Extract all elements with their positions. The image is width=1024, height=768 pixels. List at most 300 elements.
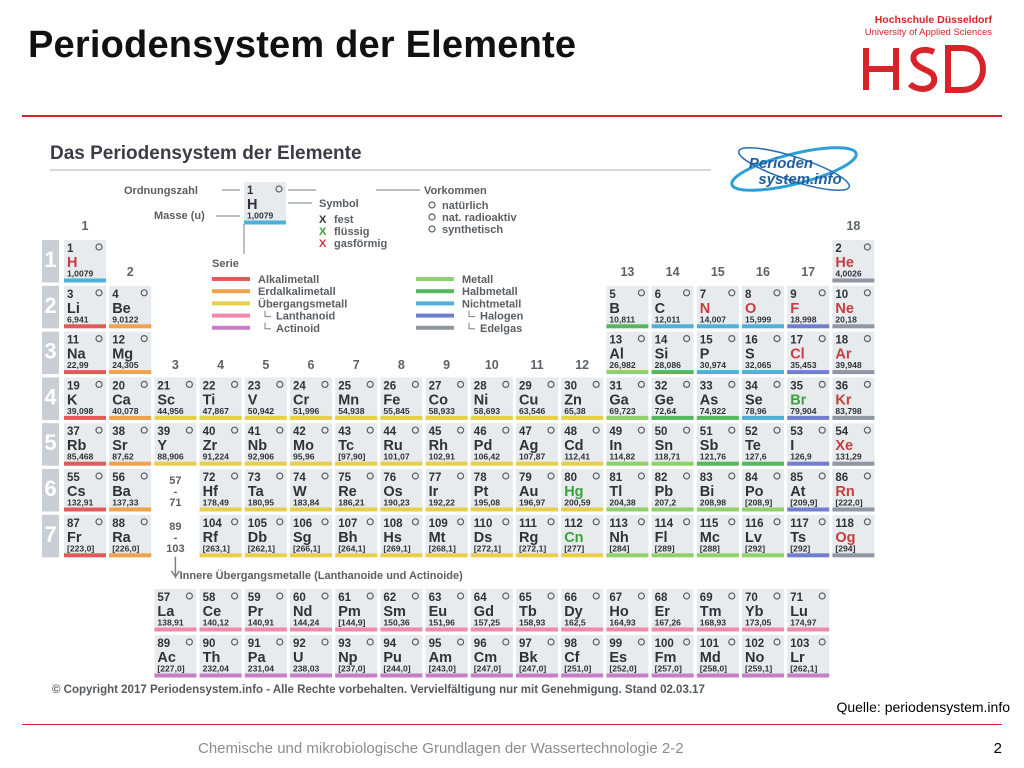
element-cell-Ra[interactable]	[109, 515, 151, 558]
element-cell-Ca[interactable]	[109, 377, 151, 420]
series-bar	[697, 674, 739, 678]
element-cell-Nh[interactable]	[606, 515, 648, 558]
series-bar	[471, 628, 513, 632]
element-cell-Br[interactable]	[787, 377, 829, 420]
series-label: Alkalimetall	[258, 274, 320, 286]
element-cell-Ir[interactable]	[426, 469, 468, 512]
element-cell-Np[interactable]	[335, 635, 377, 678]
element-cell-Li[interactable]	[64, 286, 106, 329]
element-cell-U[interactable]	[290, 635, 332, 678]
element-cell-Gd[interactable]	[471, 589, 513, 632]
atomic-number: 106	[293, 517, 313, 530]
series-bar	[335, 508, 377, 512]
series-label: Halbmetall	[462, 286, 518, 299]
series-bar	[561, 416, 603, 420]
element-cell-Mt[interactable]	[426, 515, 468, 558]
element-symbol: La	[157, 604, 175, 620]
series-bar	[606, 324, 648, 328]
element-cell-Cr[interactable]	[290, 377, 332, 420]
element-cell-Cs[interactable]	[64, 469, 106, 512]
atomic-mass: 132,91	[67, 497, 94, 508]
atomic-number: 15	[699, 334, 713, 347]
element-symbol: Lr	[790, 650, 805, 666]
atomic-number: 102	[745, 638, 765, 650]
element-cell-Cl[interactable]	[787, 332, 829, 375]
element-cell-Os[interactable]	[380, 469, 422, 512]
atomic-number: 37	[67, 426, 80, 439]
element-symbol: Bk	[519, 650, 538, 666]
period-label: 1	[44, 247, 57, 272]
atomic-number: 90	[202, 638, 216, 650]
element-cell-Pt[interactable]	[471, 469, 513, 512]
element-cell-Pa[interactable]	[245, 635, 287, 678]
series-bar	[652, 462, 694, 466]
atomic-mass: [226,0]	[112, 543, 140, 554]
element-symbol: Rb	[67, 438, 87, 455]
atomic-number: 61	[338, 592, 351, 604]
element-cell-Po[interactable]	[742, 469, 784, 512]
element-cell-Cd[interactable]	[561, 423, 603, 466]
series-bar	[832, 279, 874, 283]
series-bar	[516, 416, 558, 420]
element-symbol: Dy	[564, 604, 583, 620]
element-cell-P[interactable]	[697, 332, 739, 375]
series-bar	[787, 462, 829, 466]
element-cell-Bh[interactable]	[335, 515, 377, 558]
atomic-number: 117	[790, 517, 809, 530]
element-cell-Sn[interactable]	[652, 423, 694, 466]
series-bar	[109, 416, 151, 420]
series-bar	[742, 416, 784, 420]
element-cell-V[interactable]	[245, 377, 287, 420]
element-cell-Y[interactable]	[154, 423, 196, 466]
element-cell-Xe[interactable]	[832, 423, 874, 466]
atomic-mass: 6,941	[67, 314, 89, 325]
element-symbol: P	[699, 346, 710, 363]
element-cell-Fl[interactable]	[652, 515, 694, 558]
element-cell-In[interactable]	[606, 423, 648, 466]
series-bar	[742, 462, 784, 466]
element-symbol: As	[699, 392, 719, 409]
atomic-number: 92	[293, 638, 306, 650]
element-cell-Au[interactable]	[516, 469, 558, 512]
series-swatch	[416, 277, 454, 281]
atomic-number: 41	[247, 426, 261, 439]
element-cell-Rb[interactable]	[64, 423, 106, 466]
element-cell-Kr[interactable]	[832, 377, 874, 420]
element-cell-Cf[interactable]	[561, 635, 603, 678]
element-cell-Mg[interactable]	[109, 332, 151, 375]
page-number: 2	[993, 740, 1002, 757]
element-cell-Yb[interactable]	[742, 589, 784, 632]
element-symbol: Sc	[157, 392, 176, 409]
series-bar	[64, 553, 106, 557]
occurrence-label: synthetisch	[442, 224, 504, 236]
series-bar	[245, 674, 287, 678]
atomic-mass: [244,0]	[383, 663, 411, 674]
atomic-mass: [247,0]	[519, 663, 547, 674]
group-label: 1	[81, 219, 89, 233]
element-cell-Tb[interactable]	[516, 589, 558, 632]
atomic-mass: 51,996	[293, 405, 320, 416]
atomic-number: 108	[383, 517, 403, 530]
atomic-mass: [262,1]	[247, 543, 276, 554]
element-cell-Pu[interactable]	[380, 635, 422, 678]
atomic-number: 34	[745, 380, 758, 393]
element-cell-Ti[interactable]	[200, 377, 242, 420]
series-bar	[652, 553, 694, 557]
logo-line-1: Hochschule Düsseldorf	[874, 14, 992, 26]
element-cell-Co[interactable]	[426, 377, 468, 420]
atomic-number: 28	[473, 380, 487, 393]
series-bar	[652, 370, 694, 374]
element-cell-Rn[interactable]	[832, 469, 874, 512]
series-bar	[697, 416, 739, 420]
element-cell-K[interactable]	[64, 377, 106, 420]
element-cell-Ni[interactable]	[471, 377, 513, 420]
series-bar	[742, 553, 784, 557]
atomic-number: 33	[699, 380, 713, 393]
series-swatch	[416, 301, 454, 305]
element-symbol: Rg	[519, 529, 539, 546]
element-cell-Sr[interactable]	[109, 423, 151, 466]
atomic-number: 87	[67, 517, 80, 530]
series-bar	[742, 370, 784, 374]
series-bar	[742, 674, 784, 678]
element-cell-C[interactable]	[652, 286, 694, 329]
atomic-mass: 10,811	[609, 314, 636, 325]
element-cell-Re[interactable]	[335, 469, 377, 512]
element-cell-Zn[interactable]	[561, 377, 603, 420]
element-symbol: Fr	[67, 529, 82, 546]
element-cell-Te[interactable]	[742, 423, 784, 466]
series-bar	[742, 628, 784, 632]
series-bar	[64, 462, 106, 466]
series-bar	[561, 628, 603, 632]
atomic-mass: [272,1]	[473, 543, 502, 554]
element-cell-Rh[interactable]	[426, 423, 468, 466]
series-bar	[787, 416, 829, 420]
group-label: 6	[307, 358, 315, 372]
atomic-mass: [294]	[835, 543, 856, 554]
bottom-divider	[22, 724, 1002, 725]
element-cell-Nb[interactable]	[245, 423, 287, 466]
element-cell-Cu[interactable]	[516, 377, 558, 420]
element-cell-Hf[interactable]	[200, 469, 242, 512]
element-cell-Nd[interactable]	[290, 589, 332, 632]
element-cell-Ga[interactable]	[606, 377, 648, 420]
element-symbol: Os	[383, 484, 403, 500]
series-bar	[606, 462, 648, 466]
element-cell-Ne[interactable]	[832, 286, 874, 329]
element-cell-At[interactable]	[787, 469, 829, 512]
element-cell-Mc[interactable]	[697, 515, 739, 558]
series-bar	[516, 674, 558, 678]
group-label: 13	[620, 265, 635, 279]
group-label: 8	[397, 358, 405, 372]
element-symbol: O	[745, 300, 757, 317]
element-symbol: Md	[699, 650, 721, 666]
atomic-mass: 158,93	[519, 617, 546, 628]
atomic-number: 25	[338, 380, 351, 393]
element-symbol: Tc	[338, 438, 355, 455]
atomic-mass: 208,98	[699, 497, 727, 508]
element-cell-B[interactable]	[606, 286, 648, 329]
svg-text:103: 103	[166, 542, 185, 555]
atomic-number: 53	[790, 426, 803, 439]
element-symbol: Cl	[790, 346, 805, 363]
element-cell-Md[interactable]	[697, 635, 739, 678]
element-cell-Hs[interactable]	[380, 515, 422, 558]
element-cell-Al[interactable]	[606, 332, 648, 375]
element-cell-Fe[interactable]	[380, 377, 422, 420]
group-label: 3	[171, 358, 179, 372]
atomic-number: 38	[112, 426, 125, 439]
period-label: 7	[44, 521, 57, 547]
series-bar	[290, 674, 332, 678]
atomic-number: 69	[699, 592, 713, 604]
series-bar	[471, 462, 513, 466]
element-cell-Na[interactable]	[64, 332, 106, 375]
atomic-number: 101	[699, 638, 719, 650]
element-cell-Tl[interactable]	[606, 469, 648, 512]
element-cell-Sg[interactable]	[290, 515, 332, 558]
element-symbol: Rf	[202, 529, 218, 546]
atomic-mass: 20,18	[835, 314, 857, 325]
element-cell-Mn[interactable]	[335, 377, 377, 420]
group-label: 14	[665, 265, 680, 279]
series-bar	[64, 370, 106, 374]
element-cell-Lr[interactable]	[787, 635, 829, 678]
atomic-mass: 114,82	[609, 451, 636, 462]
series-bar	[335, 628, 377, 632]
element-cell-Lu[interactable]	[787, 589, 829, 632]
atomic-number: 93	[338, 638, 351, 650]
element-cell-Ds[interactable]	[471, 515, 513, 558]
atomic-number: 95	[428, 638, 442, 650]
element-cell-Mo[interactable]	[290, 423, 332, 466]
element-cell-Bi[interactable]	[697, 469, 739, 512]
atomic-mass: 1,0079	[247, 210, 274, 221]
atomic-mass: 26,982	[609, 360, 636, 371]
period-label: 2	[44, 292, 57, 318]
series-bar	[561, 553, 603, 557]
element-cell-As[interactable]	[697, 377, 739, 420]
element-symbol: Es	[609, 650, 628, 666]
atomic-mass: 140,12	[202, 617, 229, 628]
element-symbol: Yb	[745, 604, 764, 620]
atomic-mass: 55,845	[383, 405, 410, 416]
element-cell-Rg[interactable]	[516, 515, 558, 558]
element-cell-H[interactable]	[244, 182, 286, 225]
element-cell-La[interactable]	[154, 589, 196, 632]
element-cell-Si[interactable]	[652, 332, 694, 375]
element-cell-Sm[interactable]	[380, 589, 422, 632]
series-bar	[426, 508, 468, 512]
group-label: 10	[484, 358, 499, 372]
element-cell-He[interactable]	[832, 240, 874, 283]
atomic-number: 96	[473, 638, 487, 650]
university-logo	[844, 8, 1004, 100]
element-cell-Dy[interactable]	[561, 589, 603, 632]
element-symbol: F	[790, 300, 800, 317]
element-cell-Am[interactable]	[426, 635, 468, 678]
element-cell-Fr[interactable]	[64, 515, 106, 558]
element-cell-Hg[interactable]	[561, 469, 603, 512]
series-bar	[290, 553, 332, 557]
atomic-mass: 83,798	[835, 405, 862, 416]
state-label: gasförmig	[334, 238, 388, 250]
atomic-mass: 58,933	[428, 405, 455, 416]
series-bar	[426, 628, 468, 632]
element-cell-Cn[interactable]	[561, 515, 603, 558]
element-symbol: Hf	[202, 484, 218, 500]
series-bar	[290, 416, 332, 420]
element-cell-Db[interactable]	[245, 515, 287, 558]
element-cell-Cm[interactable]	[471, 635, 513, 678]
atomic-number: 47	[519, 426, 532, 439]
atomic-number: 20	[112, 380, 125, 393]
element-cell-Bk[interactable]	[516, 635, 558, 678]
element-cell-Ar[interactable]	[832, 332, 874, 375]
element-symbol: Rn	[835, 484, 855, 500]
element-cell-Rf[interactable]	[200, 515, 242, 558]
element-cell-Pr[interactable]	[245, 589, 287, 632]
element-symbol: Sb	[699, 438, 719, 455]
state-mark: X	[319, 238, 327, 250]
element-cell-Ts[interactable]	[787, 515, 829, 558]
series-bar	[516, 462, 558, 466]
element-cell-Pd[interactable]	[471, 423, 513, 466]
element-cell-Eu[interactable]	[426, 589, 468, 632]
atomic-mass: [284]	[609, 543, 630, 554]
group-label: 11	[530, 358, 544, 372]
series-label: Lanthanoid	[276, 310, 336, 323]
element-cell-I[interactable]	[787, 423, 829, 466]
atomic-number: 97	[519, 638, 532, 650]
atomic-number: 46	[473, 426, 487, 439]
atomic-mass: [289]	[654, 543, 675, 554]
element-symbol: Pu	[383, 650, 402, 666]
atomic-mass: 35,453	[790, 360, 817, 371]
atomic-mass: 127,6	[745, 451, 767, 462]
element-cell-F[interactable]	[787, 286, 829, 329]
element-cell-Og[interactable]	[832, 515, 874, 558]
series-bar	[335, 462, 377, 466]
series-bar	[652, 674, 694, 678]
element-cell-Lv[interactable]	[742, 515, 784, 558]
element-cell-Sc[interactable]	[154, 377, 196, 420]
element-cell-No[interactable]	[742, 635, 784, 678]
element-symbol: Se	[745, 392, 763, 409]
series-bar	[471, 553, 513, 557]
element-symbol: Mt	[428, 529, 446, 546]
series-bar	[606, 674, 648, 678]
element-cell-Ho[interactable]	[606, 589, 648, 632]
atomic-number: 51	[699, 426, 713, 439]
atomic-number: 19	[67, 380, 80, 393]
element-cell-Ru[interactable]	[380, 423, 422, 466]
element-cell-Ta[interactable]	[245, 469, 287, 512]
series-bar	[652, 628, 694, 632]
element-symbol: Al	[609, 346, 624, 363]
atomic-number: 107	[338, 517, 358, 530]
series-bar	[200, 674, 242, 678]
element-cell-Se[interactable]	[742, 377, 784, 420]
element-symbol: Mg	[112, 346, 134, 363]
element-symbol: Cm	[473, 650, 498, 666]
actinide-range: 89	[169, 520, 182, 533]
atomic-number: 83	[699, 472, 713, 484]
element-cell-Ac[interactable]	[154, 635, 196, 678]
element-symbol: Pt	[473, 484, 489, 500]
element-cell-W[interactable]	[290, 469, 332, 512]
state-label: fest	[334, 214, 354, 226]
element-cell-Tc[interactable]	[335, 423, 377, 466]
atomic-mass: 30,974	[699, 360, 727, 371]
element-cell-Pm[interactable]	[335, 589, 377, 632]
atomic-mass: [257,0]	[654, 663, 682, 674]
series-swatch	[416, 314, 454, 318]
element-cell-Be[interactable]	[109, 286, 151, 329]
element-cell-Fm[interactable]	[652, 635, 694, 678]
element-symbol: Mn	[338, 392, 360, 409]
element-symbol: Np	[338, 650, 358, 666]
series-swatch	[212, 289, 250, 293]
element-cell-Ba[interactable]	[109, 469, 151, 512]
element-cell-Es[interactable]	[606, 635, 648, 678]
svg-text:71: 71	[169, 497, 182, 509]
atomic-mass: [208,9]	[745, 497, 773, 508]
atomic-number: 17	[790, 334, 803, 347]
series-bar	[64, 279, 106, 283]
element-cell-Pb[interactable]	[652, 469, 694, 512]
element-cell-Tm[interactable]	[697, 589, 739, 632]
element-cell-O[interactable]	[742, 286, 784, 329]
periodic-table-svg	[36, 124, 881, 704]
element-cell-Th[interactable]	[200, 635, 242, 678]
element-cell-N[interactable]	[697, 286, 739, 329]
series-bar	[561, 462, 603, 466]
element-cell-Er[interactable]	[652, 589, 694, 632]
series-label: Edelgas	[480, 322, 523, 335]
element-cell-Ag[interactable]	[516, 423, 558, 466]
inner-title: Innere Übergangsmetalle (Lanthanoide und Actinoide)	[179, 570, 463, 582]
atomic-mass: 4,0026	[835, 268, 862, 279]
element-cell-Sb[interactable]	[697, 423, 739, 466]
element-cell-H[interactable]	[64, 240, 106, 283]
atomic-mass: 162,5	[564, 617, 586, 628]
element-symbol: Tl	[609, 484, 623, 500]
atomic-number: 5	[609, 288, 616, 301]
element-cell-S[interactable]	[742, 332, 784, 375]
atomic-number: 39	[157, 426, 171, 439]
atomic-number: 82	[654, 472, 668, 484]
element-symbol: Nd	[293, 604, 313, 620]
element-cell-Zr[interactable]	[200, 423, 242, 466]
atomic-mass: [269,1]	[383, 543, 411, 554]
atomic-number: 11	[67, 334, 80, 347]
atomic-number: 29	[519, 380, 532, 393]
element-cell-Ce[interactable]	[200, 589, 242, 632]
element-cell-Ge[interactable]	[652, 377, 694, 420]
atomic-mass: [237,0]	[338, 663, 366, 674]
series-bar	[832, 370, 874, 374]
series-bar	[109, 553, 151, 557]
atomic-number: 94	[383, 638, 397, 650]
element-symbol: Am	[428, 650, 452, 666]
atomic-mass: 144,24	[293, 617, 320, 628]
